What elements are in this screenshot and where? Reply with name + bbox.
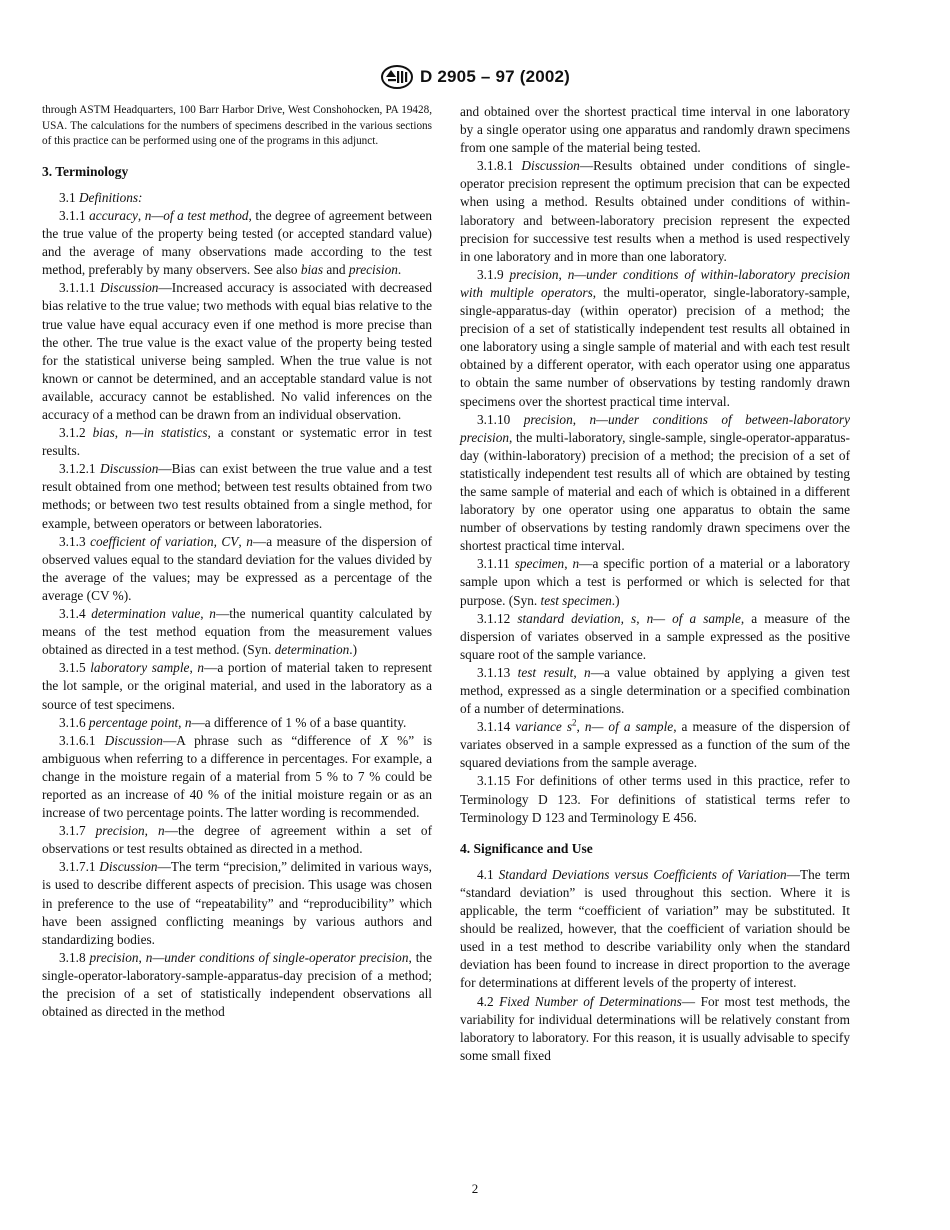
clause-4-2 — [460, 993, 850, 1065]
clause-text: —A phrase such as “difference of — [162, 732, 380, 748]
clause-text: , the single-operator-laboratory-sample-apparatus-day precision of a method; the precision of a set of statistically independent observations all obtained as directed in the method — [42, 949, 432, 1020]
punctuation: .) — [349, 642, 358, 658]
synonym: determination — [274, 642, 350, 658]
conjunction: and — [323, 262, 349, 278]
right-column — [460, 103, 850, 1065]
discussion-3-1-8-1 — [460, 157, 850, 266]
definition-3-1-15: 3.1.15 For definitions of other terms used in this practice, refer to Terminology D 123. For definitions of statistical terms refer to Terminology D 123 and Terminology E 456. — [460, 773, 850, 825]
separator: , — [114, 425, 126, 441]
definition-3-1-12 — [460, 610, 850, 664]
clause-text: , the multi-operator, single-laboratory-sample, single-apparatus-day (within operator) precision of a method; the precision of a set of statistically independent test results all obtained in one laboratory using a single sample of material and with each test result obtained by a different operator, with each operator using one apparatus to obtain the same number of observations by testing randomly drawn specimens over the shortest practical time interval. — [460, 284, 850, 409]
clause-qualifier: n— of a sample — [646, 610, 741, 626]
separator: , — [238, 533, 247, 549]
clause-text: , a measure of the dispersion of variates observed in a sample expressed as a function of the sum of the squared deviations from the sample average. — [460, 719, 851, 771]
clause-text: , a constant or systematic error in test results. — [42, 425, 432, 459]
clause-term: bias — [92, 425, 115, 441]
separator: , — [573, 664, 585, 680]
clause-number: 3.1.10 — [477, 411, 511, 427]
clause-number: 3.1 — [59, 189, 76, 205]
separator: , — [572, 411, 590, 427]
definition-3-1-1 — [42, 207, 432, 279]
intro-paragraph: through ASTM Headquarters, 100 Barr Harbor Drive, West Conshohocken, PA 19428, USA. The calculations for the numbers of specimens described in the various sections of this practice can be performed using one of the programs in this adjunct. — [42, 104, 432, 148]
astm-logo-icon — [380, 64, 414, 90]
definition-3-1-5 — [42, 659, 432, 713]
clause-term: accuracy — [89, 207, 138, 223]
clause-qualifier: n—under conditions of within-laboratory precision with multiple operators — [460, 266, 850, 300]
clause-text: —a value obtained by applying a given test method, expressed as a single determination or a specified combination of a number of determinations. — [460, 664, 850, 717]
clause-term: precision — [95, 823, 145, 839]
clause-number: 3.1.8.1 — [477, 158, 514, 174]
clause-qualifier: n — [572, 556, 580, 572]
discussion-3-1-2-1 — [42, 460, 432, 532]
clause-text: —a difference of 1 % of a base quantity. — [191, 714, 407, 730]
punctuation: . — [397, 262, 402, 278]
clause-number: 3.1.13 — [477, 664, 511, 680]
superscript: 2 — [572, 717, 577, 728]
clause-number: 3.1.7 — [59, 823, 86, 839]
clause-text: —a specific portion of a material or a laboratory sample upon which a test is performed or which is selected for that purpose. (Syn. — [460, 556, 850, 608]
clause-number: 3.1.14 — [477, 719, 511, 735]
clause-number: 3.1.9 — [477, 266, 504, 282]
clause-qualifier: n—under conditions of single-operator precision — [145, 949, 409, 965]
clause-number: 3.1.3 — [59, 533, 86, 549]
clause-qualifier: n—in statistics — [125, 425, 208, 441]
clause-term: Standard Deviations versus Coefficients of Variation — [498, 866, 787, 882]
clause-text: %” is ambiguous when referring to a difference in percentages. For example, a change in the moisture regain of a material from 5 % to 7 % could be reported as an increase of 40 % of the initial moisture regain or as an increase of two percentage points. The latter wording is recommended. — [42, 732, 432, 821]
discussion-label: Discussion — [99, 859, 158, 875]
clause-term: determination value — [91, 606, 201, 622]
clause-text: —Results obtained under conditions of single-operator precision represent the optimum precision that can be expected when using a method. Results obtained under conditions of within-laboratory and between-laboratory precision represent the expected precision for successive test results when a method is used respectively in one laboratory and in more than one laboratory. — [460, 158, 850, 264]
clause-4-1 — [460, 866, 850, 993]
clause-text: —The term “precision,” delimited in various ways, is used to describe different aspects of precision. This usage was chosen in preference to the use of “repeatability” and “reproducibility” which have been assigned conflicting meanings by various authors and standardizing bodies. — [42, 859, 432, 947]
clause-qualifier: n—under conditions of between-laboratory precision — [460, 411, 851, 445]
discussion-3-1-6-1 — [42, 732, 432, 822]
left-column — [42, 103, 432, 1021]
separator: , — [178, 714, 185, 730]
definition-3-1-10 — [460, 411, 850, 556]
clause-number: 3.1.8 — [59, 949, 86, 965]
clause-number: 3.1.7.1 — [59, 859, 96, 875]
clause-qualifier: n— of a sample — [584, 719, 674, 735]
page-number: 2 — [471, 1181, 479, 1196]
clause-term: Definitions: — [78, 189, 143, 205]
clause-number: 3.1.1 — [59, 207, 86, 223]
clause-text: —Increased accuracy is associated with decreased bias relative to the true value; two methods with equal bias relative to the true value have equal accuracy even if one method is more precise than the other. The true value is the exact value of the property being tested for the statistical universe being sampled. When the true value is not known or cannot be determined, and an acceptable standard value is not available, accuracy cannot be established. No valid inferences on the accuracy of a method can be drawn from an individual observation. — [42, 280, 432, 422]
clause-number: 3.1.6 — [59, 714, 86, 730]
definition-3-1-8-continued: and obtained over the shortest practical time interval in one laboratory by a single operator using one apparatus and randomly drawn specimens from one sample of the material being tested. — [460, 104, 850, 156]
section-heading-significance: 4. Significance and Use — [460, 840, 593, 856]
definition-3-1-2 — [42, 424, 432, 460]
definition-3-1-4 — [42, 605, 432, 659]
discussion-label: Discussion — [521, 158, 580, 174]
definition-3-1-8 — [42, 949, 432, 1021]
clause-number: 3.1.2 — [59, 425, 86, 441]
separator: , — [138, 949, 146, 965]
clause-term: percentage point — [88, 714, 179, 730]
definition-3-1-13 — [460, 664, 850, 718]
clause-qualifier: n — [157, 823, 165, 839]
clause-number: 4.1 — [477, 866, 494, 882]
synonym: test specimen — [540, 592, 612, 608]
document-designation: D 2905 – 97 (2002) — [419, 67, 571, 86]
separator: , — [564, 556, 573, 572]
definition-3-1 — [42, 189, 432, 207]
separator: , — [189, 660, 198, 676]
clause-text: , a measure of the dispersion of variates observed in a sample expressed as the positive square root of the sample variance. — [460, 610, 850, 662]
clause-qualifier: n — [197, 660, 205, 676]
clause-text: —The term “standard deviation” is used throughout this section. Where it is applicable, the term “coefficient of variation” may be substituted. It should be realized, however, that the coefficient of variation should be used in a test method to describe variability only when the standard deviation has been found to increase in direct proportion to the average for determinations at different levels of the property of interest. — [460, 866, 850, 991]
cross-reference: bias — [300, 262, 324, 278]
clause-text: —the numerical quantity calculated by means of the test method equation from the measurement values obtained as directed in a test method. (Syn. — [42, 606, 432, 658]
definition-3-1-11 — [460, 555, 850, 609]
cross-reference: precision — [348, 262, 398, 278]
discussion-3-1-1-1 — [42, 279, 432, 424]
clause-term: precision — [89, 949, 139, 965]
discussion-label: Discussion — [104, 732, 163, 748]
separator: , — [144, 823, 158, 839]
clause-number: 3.1.4 — [59, 606, 86, 622]
clause-text: —a measure of the dispersion of observed values equal to the standard deviation for the values divided by the average of the values; may be expressed as a percentage of the average (CV %). — [42, 533, 433, 603]
clause-term: precision — [509, 266, 559, 282]
clause-number: 3.1.11 — [477, 556, 510, 572]
clause-qualifier: n — [209, 606, 216, 622]
clause-text: , the degree of agreement between the true value of the property being tested (or accepted standard value) and the average of many observations made according to the test method, preferably by many observers. See also — [42, 207, 432, 278]
clause-text: —the degree of agreement within a set of observations or test results obtained as directed in a method. — [42, 823, 432, 857]
separator: , — [137, 207, 145, 223]
clause-term: coefficient of variation, CV — [90, 533, 239, 549]
clause-number: 3.1.5 — [59, 660, 86, 676]
definition-3-1-3 — [42, 533, 432, 605]
clause-text: —a portion of material taken to represent the lot sample, or the original material, and used in the laboratory as a source of test specimens. — [42, 660, 432, 712]
clause-qualifier: n — [246, 533, 253, 549]
clause-qualifier: n — [584, 664, 591, 680]
clause-number: 4.2 — [477, 993, 494, 1009]
separator: , — [576, 719, 585, 735]
separator: , — [558, 266, 568, 282]
discussion-label: Discussion — [100, 280, 159, 296]
page-header — [0, 64, 950, 95]
punctuation: .) — [611, 592, 620, 608]
definition-3-1-6 — [42, 714, 432, 732]
clause-text: , the multi-laboratory, single-sample, single-operator-apparatus-day (within-laboratory) precision of a method; the precision of a set of statistically independent test results all of which are obtained by testing the same sample of material and each of which is obtained in a different laboratory by one operator using one apparatus to obtain the same number of observations by testing randomly drawn specimens over the shortest practical time interval. — [460, 429, 850, 554]
clause-text: — For most test methods, the variability for individual determinations will be relatively constant from laboratory to laboratory. For this reason, it is usually advisable to specify some small fixed — [460, 993, 850, 1063]
clause-term: Fixed Number of Determinations — [499, 993, 682, 1009]
clause-number: 3.1.2.1 — [59, 461, 96, 477]
clause-term: test result — [517, 664, 574, 680]
clause-number: 3.1.6.1 — [59, 732, 96, 748]
separator: , — [200, 606, 210, 622]
variable: X — [380, 732, 389, 748]
clause-text: —Bias can exist between the true value and a test result obtained from one method; between test results obtained from two methods; or between two test results obtained from a single method, for example, between operators or between laboratories. — [42, 461, 433, 531]
discussion-label: Discussion — [99, 461, 159, 477]
clause-number: 3.1.12 — [477, 610, 511, 626]
discussion-3-1-7-1 — [42, 858, 432, 948]
section-heading-terminology: 3. Terminology — [42, 163, 129, 179]
clause-term: specimen — [514, 556, 565, 572]
definition-3-1-9 — [460, 266, 850, 411]
definition-3-1-7 — [42, 822, 432, 858]
clause-term: laboratory sample — [90, 660, 190, 676]
clause-term: precision — [523, 411, 573, 427]
separator: , — [636, 610, 647, 626]
clause-term: variance s — [515, 719, 573, 735]
clause-qualifier: n—of a test method — [144, 207, 249, 223]
clause-qualifier: n — [184, 714, 192, 730]
definition-3-1-14 — [460, 718, 850, 772]
clause-number: 3.1.1.1 — [59, 280, 96, 296]
clause-term: standard deviation, s — [517, 610, 637, 626]
